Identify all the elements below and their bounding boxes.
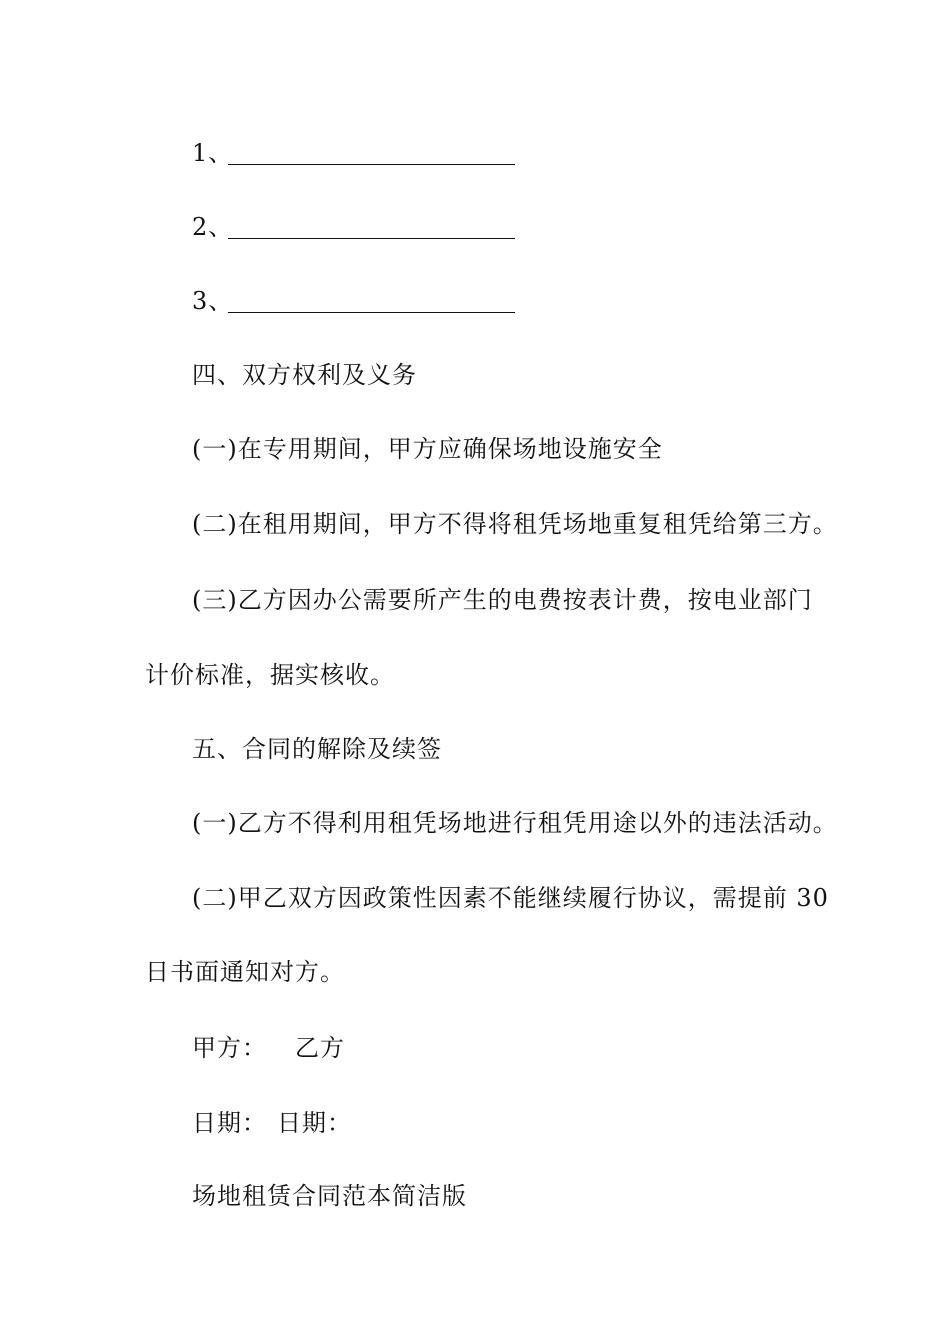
blank-item-1 <box>192 138 234 168</box>
party-a-label: 甲方： <box>192 1034 267 1062</box>
section-5-item-1: (一)乙方不得利用租凭场地进行租凭用途以外的违法活动。 <box>192 809 838 837</box>
section-4-item-3-line-1: (三)乙方因办公需要所产生的电费按表计费，按电业部门 <box>192 586 813 614</box>
section-4-item-3-line-2: 计价标准，据实核收。 <box>145 661 395 689</box>
section-5-item-2-line-1: (二)甲乙双方因政策性因素不能继续履行协议，需提前 30 <box>192 884 829 912</box>
signature-parties-row <box>192 1033 345 1063</box>
blank-item-number: 3、 <box>192 287 234 315</box>
section-4-item-2: (二)在租用期间，甲方不得将租凭场地重复租凭给第三方。 <box>192 510 838 538</box>
party-b-label: 乙方 <box>295 1034 345 1062</box>
blank-fill-line <box>228 238 515 239</box>
next-document-title: 场地租赁合同范本简洁版 <box>192 1182 467 1210</box>
blank-item-3 <box>192 286 234 316</box>
blank-fill-line <box>228 164 515 165</box>
blank-fill-line <box>228 312 515 313</box>
section-4-heading: 四、双方权利及义务 <box>192 361 417 389</box>
date-b-label: 日期： <box>277 1109 352 1137</box>
section-4-item-1: (一)在专用期间，甲方应确保场地设施安全 <box>192 435 663 463</box>
signature-dates-row <box>192 1108 352 1138</box>
blank-item-number: 1、 <box>192 139 234 167</box>
section-5-item-2-line-2: 日书面通知对方。 <box>145 958 345 986</box>
blank-item-number: 2、 <box>192 213 234 241</box>
date-a-label: 日期： <box>192 1109 267 1137</box>
section-5-heading: 五、合同的解除及续签 <box>192 735 442 763</box>
blank-item-2 <box>192 212 234 242</box>
